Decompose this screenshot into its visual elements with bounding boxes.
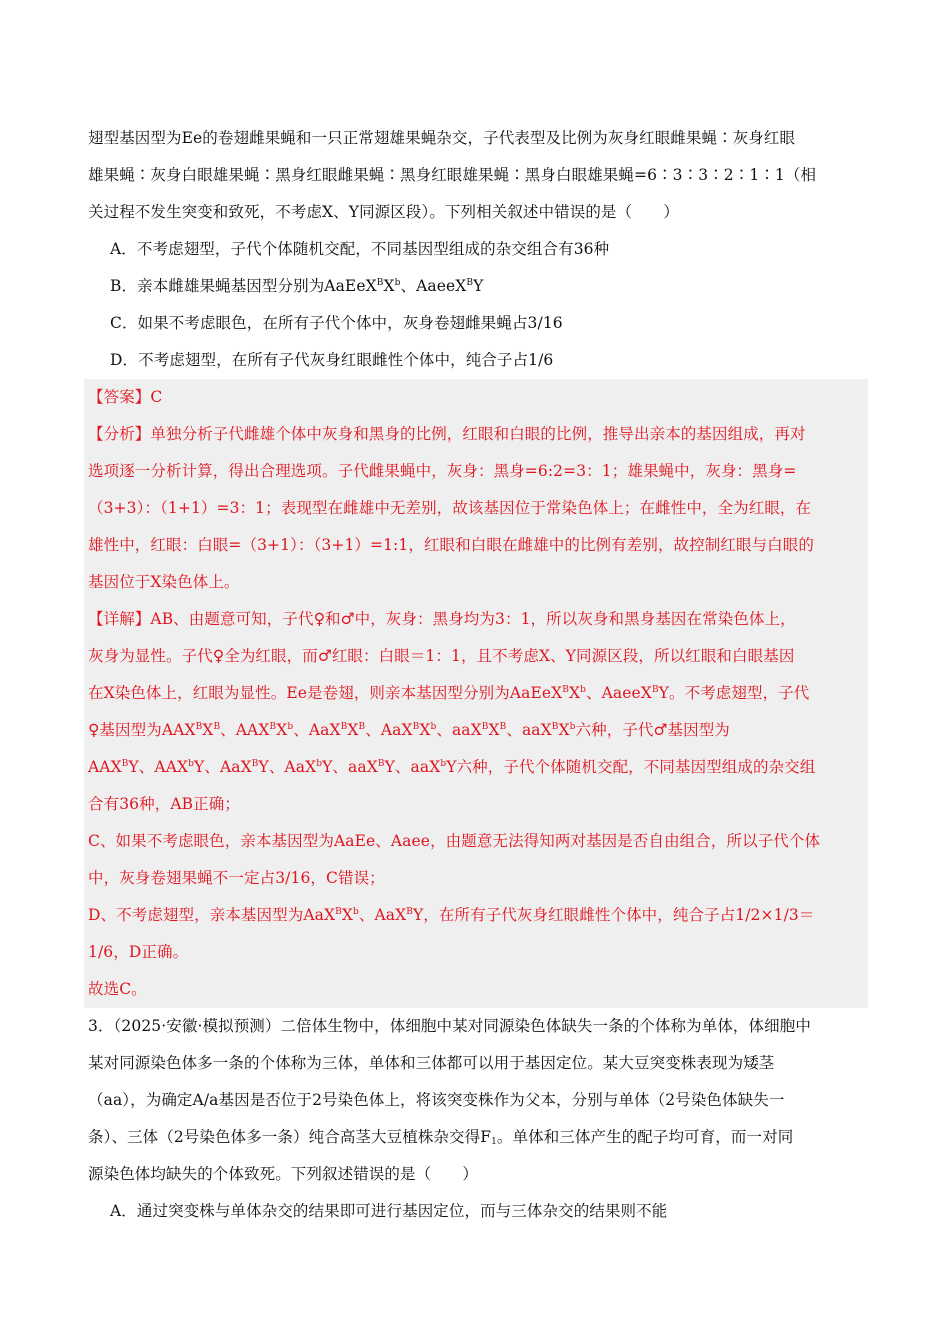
- detail-c-line-1: C、如果不考虑眼色，亲本基因型为AaEe、Aaee，由题意无法得知两对基因是否自由组合，所以子代个体: [88, 832, 821, 850]
- q3-option-a: A．通过突变株与单体杂交的结果即可进行基因定位，而与三体杂交的结果则不能: [110, 1202, 668, 1220]
- detail-d-line-1: D、不考虑翅型，亲本基因型为$AaX^BX^b$、AaX$^B$Y，在所有子代灰身红眼雌性个体中，纯合子占1/2×1/3＝: [88, 906, 815, 924]
- detail-line-3: 在X染色体上，红眼为显性。Ee是卷翅，则亲本基因型分别为$AaEeX^BX^b$、AaeeX$^B$Y。不考虑翅型，子代: [88, 684, 810, 702]
- q2-option-b: B．亲本雌雄果蝇基因型分别为$AaEeX^BX^b$、AaeeX$^B$Y: [110, 277, 484, 295]
- detail-line-5: $AAX^BY$、AAX$^b$Y、AaX$^B$Y、AaX$^b$Y、aaX$^B$Y、aaX$^b$Y六种，子代个体随机交配，不同基因型组成的杂交组: [88, 758, 816, 776]
- detail-d-line-2: 1/6，D正确。: [88, 943, 189, 961]
- analysis-line-3: （3+3）：（1+1）=3：1；表现型在雌雄中无差别，故该基因位于常染色体上；在雌性中，全为红眼，在: [88, 499, 812, 517]
- answer-label: 【答案】C: [88, 388, 163, 406]
- detail-line-2: 灰身为显性。子代♀全为红眼，而♂红眼：白眼＝1：1，且不考虑X、Y同源区段，所以红眼和白眼基因: [88, 647, 795, 665]
- q2-stem-line-2: 雄果蝇∶灰身白眼雄果蝇∶黑身红眼雌果蝇∶黑身红眼雄果蝇∶黑身白眼雄果蝇=6∶3∶3∶2∶1∶1（相: [88, 166, 817, 184]
- q3-stem-line-4: 条）、三体（2号染色体多一条）纯合高茎大豆植株杂交得$F_1$。单体和三体产生的配子均可育，而一对同: [88, 1128, 794, 1147]
- q2-stem-line-3: 关过程不发生突变和致死，不考虑X、Y同源区段）。下列相关叙述中错误的是（ ）: [88, 203, 679, 221]
- q3-stem-line-2: 某对同源染色体多一条的个体称为三体，单体和三体都可以用于基因定位。某大豆突变株表现为矮茎: [88, 1054, 775, 1072]
- detail-line-6: 合有36种，AB正确；: [88, 795, 240, 813]
- q2-option-c: C．如果不考虑眼色，在所有子代个体中，灰身卷翅雌果蝇占3/16: [110, 314, 563, 332]
- q2-option-a: A．不考虑翅型，子代个体随机交配，不同基因型组成的杂交组合有36种: [110, 240, 610, 258]
- detail-line-4: ♀基因型为$AAX^BX^B$、$AAX^BX^b$、$AaX^BX^B$、$AaX^BX^b$、$aaX^BX^B$、$aaX^BX^b$六种，子代♂基因型为: [88, 721, 730, 739]
- q2-option-b-text: B．亲本雌雄果蝇基因型分别为AaEeX: [110, 277, 377, 295]
- answer-block: [84, 379, 868, 1008]
- q3-stem-line-5: 源染色体均缺失的个体致死。下列叙述错误的是（ ）: [88, 1165, 479, 1183]
- analysis-line-2: 选项逐一分析计算，得出合理选项。子代雌果蝇中，灰身：黑身=6:2=3：1；雄果蝇中，灰身：黑身=: [88, 462, 797, 480]
- final-answer: 故选C。: [88, 980, 147, 998]
- analysis-line-4: 雄性中，红眼：白眼=（3+1）：（3+1）=1:1，红眼和白眼在雌雄中的比例有差别，故控制红眼与白眼的: [88, 536, 814, 554]
- analysis-line-5: 基因位于X染色体上。: [88, 573, 240, 591]
- detail-line-1: 【详解】AB、由题意可知，子代♀和♂中，灰身：黑身均为3：1，所以灰身和黑身基因在常染色体上，: [88, 610, 796, 628]
- q2-stem-line-1: 翅型基因型为Ee的卷翅雌果蝇和一只正常翅雄果蝇杂交，子代表型及比例为灰身红眼雌果蝇∶灰身红眼: [88, 129, 796, 147]
- detail-c-line-2: 中，灰身卷翅果蝇不一定占3/16，C错误；: [88, 869, 385, 887]
- document-content: [88, 120, 862, 1230]
- q3-stem-line-1: 3．（2025·安徽·模拟预测）二倍体生物中，体细胞中某对同源染色体缺失一条的个体称为单体，体细胞中: [88, 1017, 811, 1035]
- q2-option-d: D．不考虑翅型，在所有子代灰身红眼雌性个体中，纯合子占1/6: [110, 351, 554, 369]
- analysis-line-1: 【分析】单独分析子代雌雄个体中灰身和黑身的比例，红眼和白眼的比例，推导出亲本的基因组成，再对: [88, 425, 806, 443]
- q3-stem-line-3: （aa），为确定A/a基因是否位于2号染色体上，将该突变株作为父本，分别与单体（2号染色体缺失一: [88, 1091, 785, 1109]
